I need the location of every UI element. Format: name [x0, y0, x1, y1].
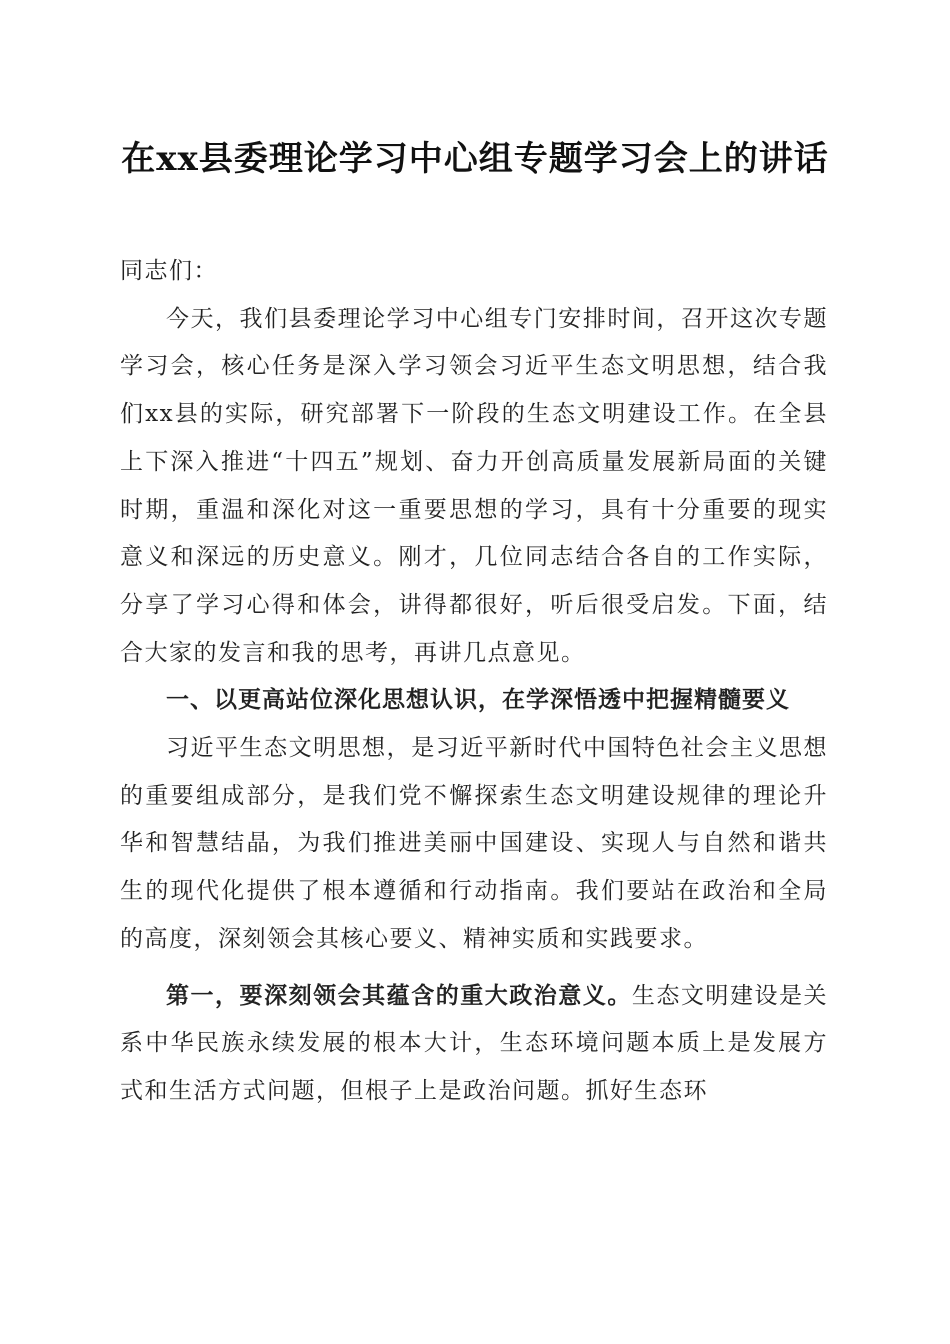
- salutation: 同志们：: [120, 258, 218, 284]
- document-title: 在xx县委理论学习中心组专题学习会上的讲话: [121, 139, 829, 179]
- section-heading-1: 一、以更高站位深化思想认识，在学深悟透中把握精髓要义: [166, 687, 790, 714]
- point-1-paragraph: [120, 972, 828, 1116]
- point-1-text: 生态文明建设是关系中华民族永续发展的根本大计，生态环境问题本质上是发展方式和生活方式问题，但根子上是政治问题。抓好生态环: [120, 982, 829, 1104]
- intro-paragraph: 今天，我们县委理论学习中心组专门安排时间，召开这次专题学习会，核心任务是深入学习领会习近平生态文明思想，结合我们xx县的实际，研究部署下一阶段的生态文明建设工作。在全县上下深入推进“十四五”规划、奋力开创高质量发展新局面的关键时期，重温和深化对这一重要思想的学习，具有十分重要的现实意义和深远的历史意义。刚才，几位同志结合各自的工作实际，分享了学习心得和体会，讲得都很好，听后很受启发。下面，结合大家的发言和我的思考，再讲几点意见。: [120, 305, 828, 666]
- document-body: [120, 248, 828, 1116]
- point-1-lead: 第一，要深刻领会其蕴含的重大政治意义。: [166, 981, 632, 1009]
- section-1-paragraph: 习近平生态文明思想，是习近平新时代中国特色社会主义思想的重要组成部分，是我们党不懈探索生态文明建设规律的理论升华和智慧结晶，为我们推进美丽中国建设、实现人与自然和谐共生的现代化提供了根本遵循和行动指南。我们要站在政治和全局的高度，深刻领会其核心要义、精神实质和实践要求。: [120, 735, 828, 952]
